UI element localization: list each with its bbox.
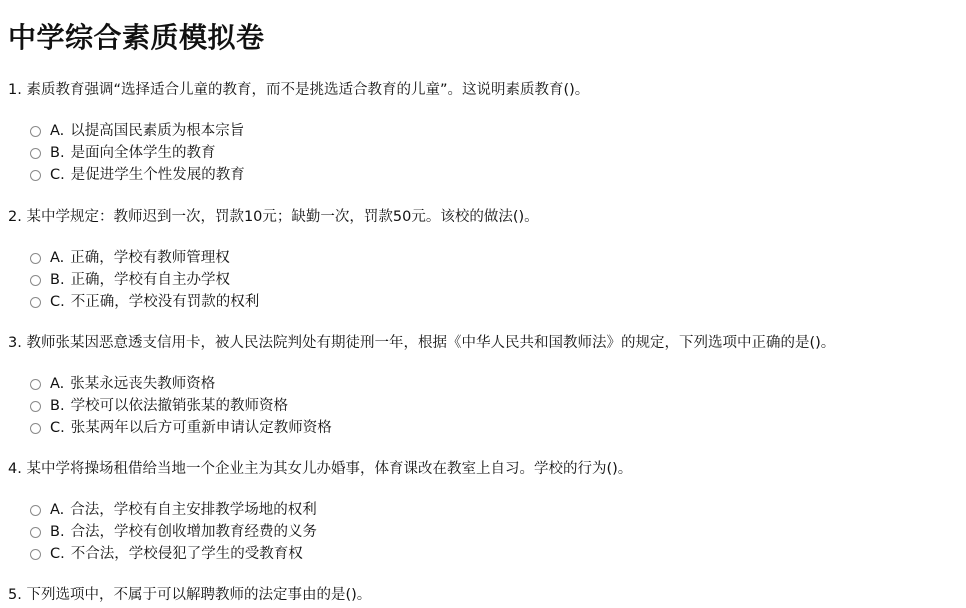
question-body: 某中学规定：教师迟到一次，罚款10元；缺勤一次，罚款50元。该校的做法()。 (26, 209, 539, 225)
option-letter: A. (50, 376, 65, 392)
option-letter: B. (50, 272, 65, 288)
question-text (8, 333, 835, 353)
question-5 (8, 585, 371, 605)
radio-button[interactable] (30, 549, 41, 560)
question-text (8, 207, 539, 227)
option-label: 合法，学校有创收增加教育经费的义务 (70, 524, 318, 540)
question-number: 4. (8, 461, 22, 477)
option-letter: C. (50, 167, 65, 183)
question-body: 某中学将操场租借给当地一个企业主为其女儿办婚事，体育课改在教室上自习。学校的行为()。 (26, 461, 633, 477)
option-letter: C. (50, 546, 65, 562)
question-number: 3. (8, 335, 22, 351)
option-b[interactable] (30, 395, 835, 417)
option-label: 学校可以依法撤销张某的教师资格 (70, 398, 289, 414)
option-letter: B. (50, 524, 65, 540)
option-label: 合法，学校有自主安排教学场地的权利 (70, 502, 317, 518)
question-2 (8, 207, 539, 313)
option-b[interactable] (30, 142, 589, 164)
radio-button[interactable] (30, 423, 41, 434)
question-number: 2. (8, 209, 22, 225)
option-b[interactable] (30, 521, 632, 543)
radio-button[interactable] (30, 401, 41, 412)
question-text (8, 459, 632, 479)
options-list (8, 247, 539, 313)
question-4 (8, 459, 632, 565)
option-label: 不合法，学校侵犯了学生的受教育权 (70, 546, 303, 562)
option-label: 正确，学校有教师管理权 (70, 250, 230, 266)
option-a[interactable] (30, 247, 539, 269)
radio-button[interactable] (30, 297, 41, 308)
question-body: 教师张某因恶意透支信用卡，被人民法院判处有期徒刑一年，根据《中华人民共和国教师法》的规定，下列选项中正确的是()。 (26, 335, 836, 351)
option-c[interactable] (30, 417, 835, 439)
radio-button[interactable] (30, 527, 41, 538)
option-letter: A. (50, 502, 65, 518)
option-label: 张某永远丧失教师资格 (70, 376, 216, 392)
option-label: 正确，学校有自主办学权 (70, 272, 231, 288)
options-list (8, 120, 589, 186)
question-body: 下列选项中，不属于可以解聘教师的法定事由的是()。 (26, 587, 372, 603)
question-body: 素质教育强调“选择适合儿童的教育，而不是挑选适合教育的儿童”。这说明素质教育()。 (26, 82, 590, 98)
quiz-page (0, 0, 966, 58)
option-letter: C. (50, 420, 65, 436)
question-number: 1. (8, 82, 22, 98)
option-letter: B. (50, 398, 65, 414)
option-label: 不正确，学校没有罚款的权利 (70, 294, 260, 310)
question-text (8, 585, 371, 605)
question-number: 5. (8, 587, 22, 603)
option-c[interactable] (30, 164, 589, 186)
radio-button[interactable] (30, 505, 41, 516)
radio-button[interactable] (30, 253, 41, 264)
option-b[interactable] (30, 269, 539, 291)
option-label: 是促进学生个性发展的教育 (70, 167, 245, 183)
options-list (8, 499, 632, 565)
radio-button[interactable] (30, 275, 41, 286)
option-label: 张某两年以后方可重新申请认定教师资格 (70, 420, 332, 436)
question-text (8, 80, 589, 100)
option-label: 是面向全体学生的教育 (70, 145, 216, 161)
option-letter: C. (50, 294, 65, 310)
option-c[interactable] (30, 291, 539, 313)
options-list (8, 373, 835, 439)
option-c[interactable] (30, 543, 632, 565)
question-1 (8, 80, 589, 186)
option-a[interactable] (30, 120, 589, 142)
option-letter: B. (50, 145, 65, 161)
option-a[interactable] (30, 499, 632, 521)
option-letter: A. (50, 250, 65, 266)
radio-button[interactable] (30, 126, 41, 137)
page-title: 中学综合素质模拟卷 (8, 21, 265, 54)
radio-button[interactable] (30, 379, 41, 390)
option-label: 以提高国民素质为根本宗旨 (70, 123, 245, 139)
radio-button[interactable] (30, 170, 41, 181)
option-a[interactable] (30, 373, 835, 395)
option-letter: A. (50, 123, 65, 139)
question-3 (8, 333, 835, 439)
radio-button[interactable] (30, 148, 41, 159)
